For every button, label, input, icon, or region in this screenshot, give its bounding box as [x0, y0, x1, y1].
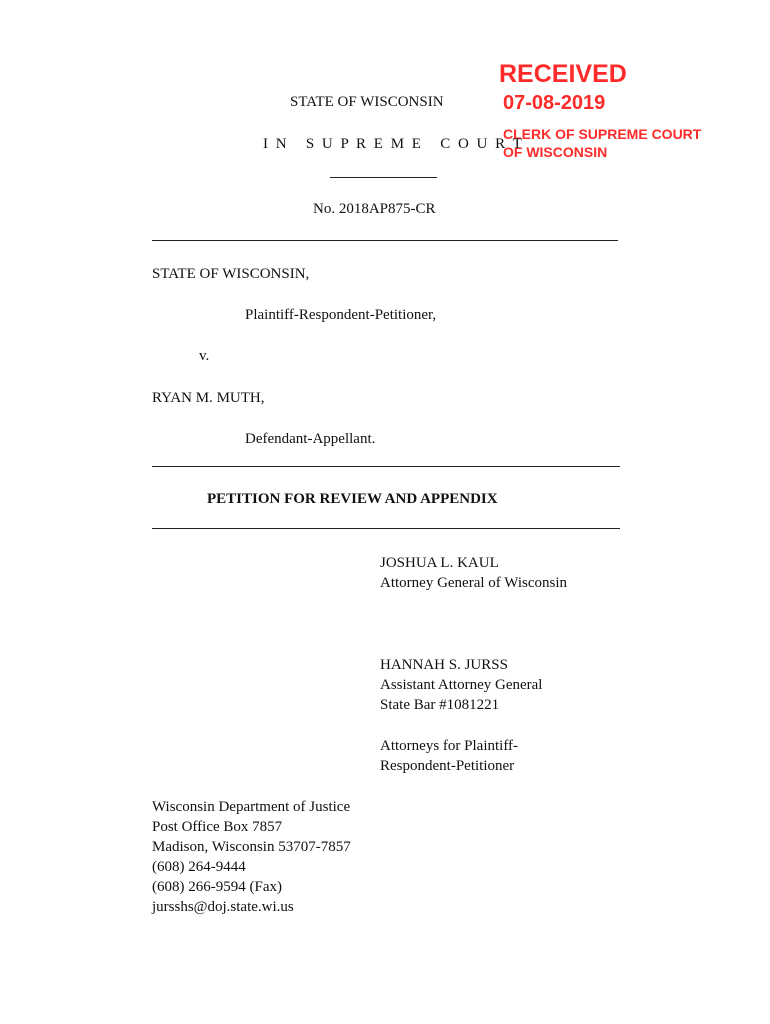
versus: v.	[199, 348, 210, 364]
defendant-role: Defendant-Appellant.	[245, 431, 376, 447]
defendant-name: RYAN M. MUTH,	[152, 390, 265, 406]
attorneys-for-line2: Respondent-Petitioner	[380, 758, 515, 774]
attorney-general-block	[380, 553, 567, 593]
title-rule	[152, 528, 620, 529]
header-short-rule	[330, 177, 437, 178]
case-number: No. 2018AP875-CR	[313, 201, 436, 217]
plaintiff-role: Plaintiff-Respondent-Petitioner,	[245, 307, 437, 323]
court-heading: I N S U P R E M E C O U R T	[263, 136, 524, 152]
address-email: jursshs@doj.state.wi.us	[152, 899, 294, 915]
stamp-clerk-line1: CLERK OF SUPREME COURT	[503, 126, 702, 142]
plaintiff-name: STATE OF WISCONSIN,	[152, 266, 310, 282]
address-city: Madison, Wisconsin 53707-7857	[152, 839, 351, 855]
address-phone: (608) 264-9444	[152, 859, 246, 875]
address-fax: (608) 266-9594 (Fax)	[152, 879, 282, 895]
attorney-general-title: Attorney General of Wisconsin	[380, 575, 567, 591]
stamp-date: 07-08-2019	[503, 92, 606, 114]
assistant-ag-block	[380, 655, 542, 715]
address-po-box: Post Office Box 7857	[152, 819, 283, 835]
attorneys-for-block	[380, 736, 518, 776]
attorneys-for-line1: Attorneys for Plaintiff-	[380, 738, 519, 754]
stamp-clerk-line2: OF WISCONSIN	[503, 144, 608, 160]
address-org: Wisconsin Department of Justice	[152, 799, 351, 815]
attorney-general-name: JOSHUA L. KAUL	[380, 555, 499, 571]
state-heading: STATE OF WISCONSIN	[290, 94, 444, 110]
address-block	[152, 797, 351, 917]
case-rule	[152, 240, 618, 241]
document-title: PETITION FOR REVIEW AND APPENDIX	[207, 491, 498, 507]
assistant-ag-bar: State Bar #1081221	[380, 697, 500, 713]
assistant-ag-name: HANNAH S. JURSS	[380, 657, 508, 673]
assistant-ag-title: Assistant Attorney General	[380, 677, 543, 693]
stamp-received: RECEIVED	[499, 60, 627, 88]
caption-rule	[152, 466, 620, 467]
